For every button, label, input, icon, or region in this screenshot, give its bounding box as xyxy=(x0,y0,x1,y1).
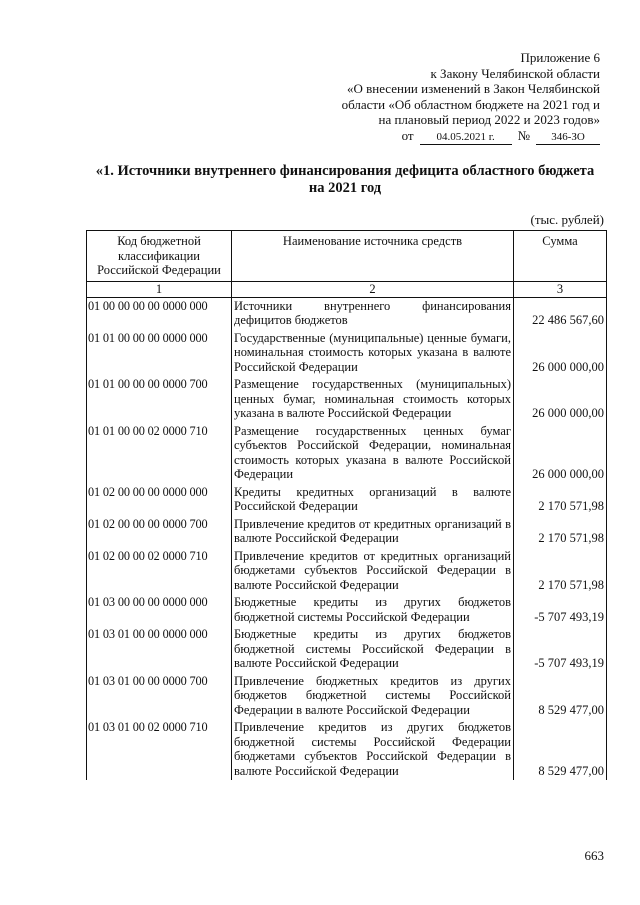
cell-name: Привлечение бюджетных кредитов из других бюджетов бюджетной системы Российской Федерации в валюте Российской Федерации xyxy=(232,673,514,720)
law-number: 346-ЗО xyxy=(536,131,600,145)
section-title xyxy=(80,163,610,197)
cell-code: 01 02 00 00 02 0000 710 xyxy=(87,548,232,595)
appendix-title: Приложение 6 xyxy=(520,50,600,65)
cell-sum: 2 170 571,98 xyxy=(514,516,607,548)
cell-name: Размещение государственных ценных бумаг субъектов Российской Федерации, номинальная стоимость которых указана в валюте Российской Федерации xyxy=(232,423,514,484)
cell-code: 01 02 00 00 00 0000 000 xyxy=(87,484,232,516)
cell-code: 01 03 01 00 00 0000 700 xyxy=(87,673,232,720)
cell-code: 01 03 00 00 00 0000 000 xyxy=(87,594,232,626)
column-header-code: Код бюджетной классификации Российской Федерации xyxy=(87,231,232,282)
page-number: 663 xyxy=(584,848,604,863)
table-row xyxy=(87,484,607,516)
cell-sum: 2 170 571,98 xyxy=(514,548,607,595)
law-reference-line: «О внесении изменений в Закон Челябинской xyxy=(346,81,600,96)
table-row xyxy=(87,673,607,720)
law-date: 04.05.2021 г. xyxy=(420,131,512,145)
table-row xyxy=(87,330,607,377)
law-reference-line: к Закону Челябинской области xyxy=(430,65,600,81)
cell-code: 01 00 00 00 00 0000 000 xyxy=(87,297,232,330)
units-label: (тыс. рублей) xyxy=(530,212,604,227)
cell-sum: 26 000 000,00 xyxy=(514,376,607,423)
cell-sum: 8 529 477,00 xyxy=(514,673,607,720)
number-prefix: № xyxy=(517,127,530,143)
section-title-line: на 2021 год xyxy=(308,180,382,196)
cell-code: 01 02 00 00 00 0000 700 xyxy=(87,516,232,548)
column-header-name: Наименование источника средств xyxy=(232,231,514,282)
date-prefix: от xyxy=(401,127,414,143)
cell-code: 01 01 00 00 02 0000 710 xyxy=(87,423,232,484)
cell-name: Привлечение кредитов от кредитных организаций в валюте Российской Федерации xyxy=(232,516,514,548)
cell-sum: 26 000 000,00 xyxy=(514,423,607,484)
table-header-row xyxy=(87,231,607,282)
appendix-header xyxy=(342,50,600,145)
cell-name: Кредиты кредитных организаций в валюте Российской Федерации xyxy=(232,484,514,516)
cell-name: Привлечение кредитов от кредитных организаций бюджетами субъектов Российской Федерации в валюте Российской Федерации xyxy=(232,548,514,595)
cell-name: Источники внутреннего финансирования дефицитов бюджетов xyxy=(232,297,514,330)
cell-sum: -5 707 493,19 xyxy=(514,626,607,673)
column-header-sum: Сумма xyxy=(514,231,607,282)
cell-sum: 8 529 477,00 xyxy=(514,719,607,780)
table-row xyxy=(87,594,607,626)
column-numbers-row xyxy=(87,281,607,297)
table-row xyxy=(87,516,607,548)
column-number: 2 xyxy=(232,281,514,297)
cell-sum: -5 707 493,19 xyxy=(514,594,607,626)
cell-code: 01 01 00 00 00 0000 000 xyxy=(87,330,232,377)
law-reference-line: области «Об областном бюджете на 2021 год и xyxy=(341,96,600,112)
cell-sum: 26 000 000,00 xyxy=(514,330,607,377)
cell-name: Размещение государственных (муниципальных) ценных бумаг, номинальная стоимость которых указана в валюте Российской Федерации xyxy=(232,376,514,423)
cell-name: Бюджетные кредиты из других бюджетов бюджетной системы Российской Федерации в валюте Российской Федерации xyxy=(232,626,514,673)
table-row xyxy=(87,297,607,330)
cell-name: Привлечение кредитов из других бюджетов бюджетной системы Российской Федерации бюджетами субъектов Российской Федерации в валюте Российской Федерации xyxy=(232,719,514,780)
table-row xyxy=(87,376,607,423)
date-number-line xyxy=(342,128,600,145)
table-row xyxy=(87,423,607,484)
financing-sources-table xyxy=(86,230,607,780)
column-number: 3 xyxy=(514,281,607,297)
cell-name: Бюджетные кредиты из других бюджетов бюджетной системы Российской Федерации xyxy=(232,594,514,626)
table-row xyxy=(87,626,607,673)
section-title-line: «1. Источники внутреннего финансирования дефицита областного бюджета xyxy=(95,163,595,179)
cell-code: 01 03 01 00 02 0000 710 xyxy=(87,719,232,780)
column-number: 1 xyxy=(87,281,232,297)
law-reference-line: на плановый период 2022 и 2023 годов» xyxy=(378,112,600,127)
cell-sum: 22 486 567,60 xyxy=(514,297,607,330)
cell-code: 01 03 01 00 00 0000 000 xyxy=(87,626,232,673)
table-row xyxy=(87,548,607,595)
cell-code: 01 01 00 00 00 0000 700 xyxy=(87,376,232,423)
cell-name: Государственные (муниципальные) ценные бумаги, номинальная стоимость которых указана в валюте Российской Федерации xyxy=(232,330,514,377)
table-row xyxy=(87,719,607,780)
cell-sum: 2 170 571,98 xyxy=(514,484,607,516)
